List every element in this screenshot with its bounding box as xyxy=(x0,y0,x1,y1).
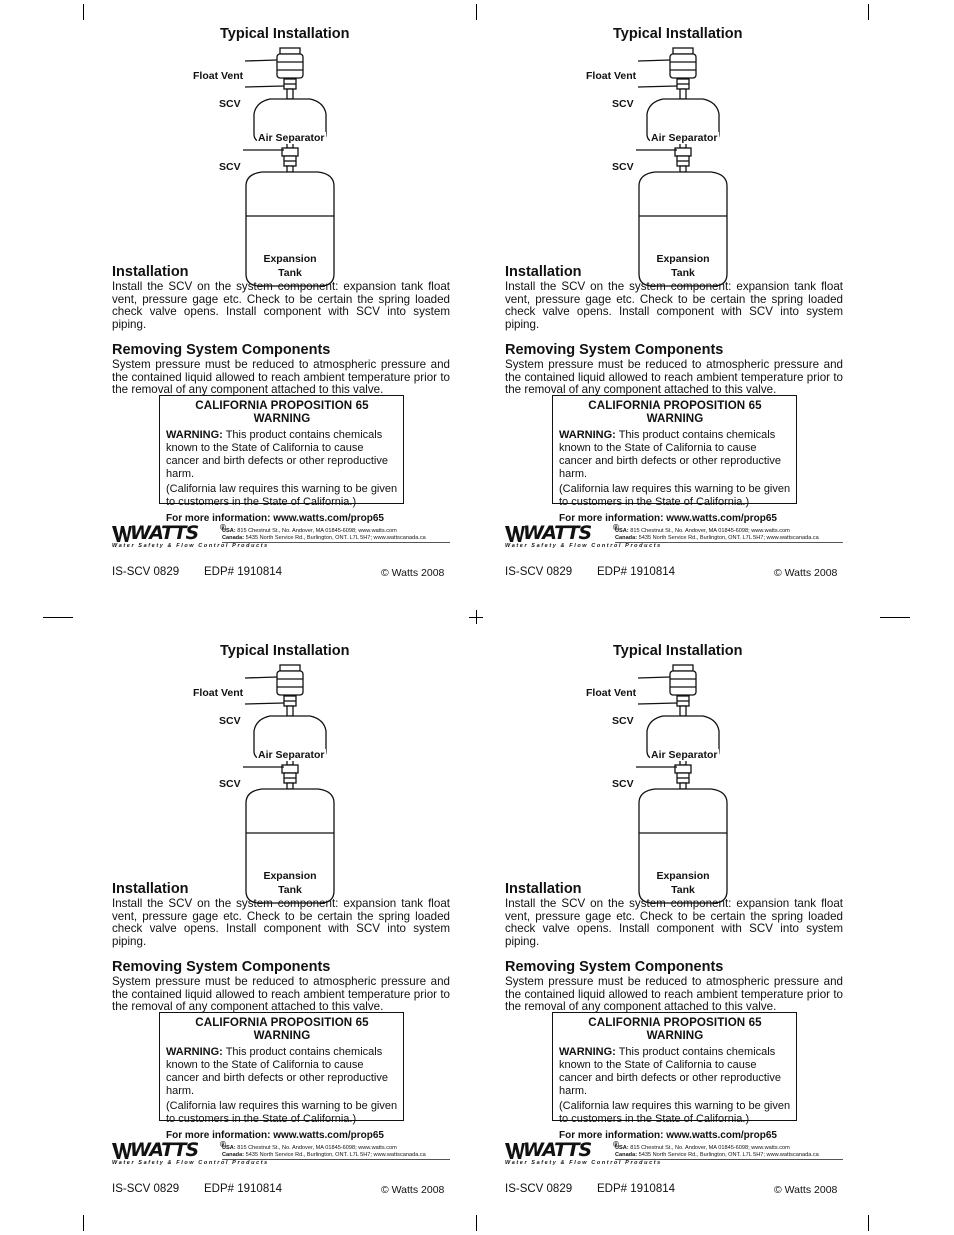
logo-mark-icon xyxy=(112,524,132,544)
float-vent-label: Float Vent xyxy=(193,70,244,82)
air-separator-label: Air Separator xyxy=(651,749,718,761)
warning-lead: WARNING: xyxy=(559,429,616,441)
scv-bottom-label: SCV xyxy=(219,161,241,173)
warning-lead: WARNING: xyxy=(166,429,223,441)
doc-number: IS-SCV 0829 xyxy=(112,566,180,578)
doc-number: IS-SCV 0829 xyxy=(505,1183,573,1195)
warning-body xyxy=(559,1046,791,1098)
removing-text: System pressure must be reduced to atmospheric pressure and the contained liquid allowed to reach ambient temperature prior to the removal of any component attached to this valve. xyxy=(112,358,450,397)
copyright: © Watts 2008 xyxy=(381,567,445,579)
air-separator-label: Air Separator xyxy=(258,749,325,761)
scv-top-label: SCV xyxy=(219,98,241,110)
expansion-tank-label xyxy=(248,869,332,897)
logo-wordmark: WATTS xyxy=(523,522,592,544)
tank-word: Tank xyxy=(671,267,695,279)
address-usa xyxy=(222,528,397,535)
warning-body xyxy=(559,429,791,481)
expansion-word: Expansion xyxy=(656,870,710,882)
canada-label: Canada: xyxy=(615,1152,638,1158)
logo-registered: ® xyxy=(220,1140,226,1149)
scv-top-label: SCV xyxy=(612,98,634,110)
address-usa xyxy=(615,1145,790,1152)
address-usa xyxy=(222,1145,397,1152)
usa-label: USA: xyxy=(615,528,629,534)
float-vent-label: Float Vent xyxy=(586,687,637,699)
crop-mark xyxy=(476,1215,477,1231)
address-canada xyxy=(615,535,819,542)
logo-tagline: Water Safety & Flow Control Products xyxy=(505,1160,662,1166)
prop65-warning-box xyxy=(159,395,404,524)
warning-text: This product contains chemicals known to the State of California to cause cancer and birth defects or other reproductive harm. xyxy=(166,429,388,480)
scv-bottom-label: SCV xyxy=(219,778,241,790)
warning-title: CALIFORNIA PROPOSITION 65 WARNING xyxy=(588,1016,762,1042)
address-canada xyxy=(222,1152,426,1159)
watts-logo xyxy=(505,1140,617,1160)
logo-registered: ® xyxy=(613,1140,619,1149)
address-usa xyxy=(615,528,790,535)
copyright: © Watts 2008 xyxy=(381,1184,445,1196)
crop-mark xyxy=(83,1215,84,1231)
logo-tagline: Water Safety & Flow Control Products xyxy=(112,1160,269,1166)
logo-tagline: Water Safety & Flow Control Products xyxy=(505,543,662,549)
footer-rule xyxy=(615,1159,843,1160)
warning-note: (California law requires this warning to be given to customers in the State of California.) xyxy=(166,1100,398,1125)
warning-title: CALIFORNIA PROPOSITION 65 WARNING xyxy=(195,1016,369,1042)
panel-title: Typical Installation xyxy=(613,643,743,659)
instruction-panel xyxy=(112,635,452,1225)
canada-address: 5435 North Service Rd., Burlington, ONT. L7L 5H7; www.wattscanada.ca xyxy=(245,1152,426,1158)
logo-mark-icon xyxy=(112,1141,132,1161)
removing-text: System pressure must be reduced to atmospheric pressure and the contained liquid allowed to reach ambient temperature prior to the removal of any component attached to this valve. xyxy=(505,975,843,1014)
canada-label: Canada: xyxy=(222,1152,245,1158)
removing-heading: Removing System Components xyxy=(112,959,331,975)
warning-note: (California law requires this warning to be given to customers in the State of California.) xyxy=(559,483,791,508)
canada-label: Canada: xyxy=(615,535,638,541)
instruction-panel xyxy=(505,18,845,608)
removing-heading: Removing System Components xyxy=(112,342,331,358)
warning-more-info: For more information: www.watts.com/prop65 xyxy=(166,1130,384,1141)
crop-mark xyxy=(83,4,84,20)
usa-address: 815 Chestnut St., No. Andover, MA 01845-6098; www.watts.com xyxy=(237,1145,397,1151)
installation-text: Install the SCV on the system component: expansion tank float vent, pressure gage etc. Check to be certain the spring loaded check valve opens. Install component with SCV into system piping. xyxy=(505,280,843,331)
warning-note: (California law requires this warning to be given to customers in the State of California.) xyxy=(166,483,398,508)
address-canada xyxy=(222,535,426,542)
canada-address: 5435 North Service Rd., Burlington, ONT. L7L 5H7; www.wattscanada.ca xyxy=(638,535,819,541)
logo-tagline: Water Safety & Flow Control Products xyxy=(112,543,269,549)
panel-title: Typical Installation xyxy=(220,26,350,42)
copyright: © Watts 2008 xyxy=(774,567,838,579)
address-canada xyxy=(615,1152,819,1159)
scv-top-label: SCV xyxy=(219,715,241,727)
usa-label: USA: xyxy=(222,528,236,534)
warning-body xyxy=(166,429,398,481)
logo-wordmark: WATTS xyxy=(523,1139,592,1161)
logo-wordmark: WATTS xyxy=(130,522,199,544)
logo-wordmark: WATTS xyxy=(130,1139,199,1161)
installation-text: Install the SCV on the system component: expansion tank float vent, pressure gage etc. Check to be certain the spring loaded check valve opens. Install component with SCV into system piping. xyxy=(112,280,450,331)
canada-address: 5435 North Service Rd., Burlington, ONT. L7L 5H7; www.wattscanada.ca xyxy=(638,1152,819,1158)
installation-diagram xyxy=(112,46,452,291)
usa-address: 815 Chestnut St., No. Andover, MA 01845-6098; www.watts.com xyxy=(630,528,790,534)
expansion-word: Expansion xyxy=(263,253,317,265)
doc-number: IS-SCV 0829 xyxy=(112,1183,180,1195)
warning-lead: WARNING: xyxy=(559,1046,616,1058)
warning-more-info: For more information: www.watts.com/prop65 xyxy=(166,513,384,524)
removing-text: System pressure must be reduced to atmospheric pressure and the contained liquid allowed to reach ambient temperature prior to the removal of any component attached to this valve. xyxy=(505,358,843,397)
expansion-word: Expansion xyxy=(656,253,710,265)
crop-mark xyxy=(880,617,910,618)
air-separator-label: Air Separator xyxy=(651,132,718,144)
prop65-warning-box xyxy=(552,395,797,524)
canada-address: 5435 North Service Rd., Burlington, ONT. L7L 5H7; www.wattscanada.ca xyxy=(245,535,426,541)
air-separator-label: Air Separator xyxy=(258,132,325,144)
logo-registered: ® xyxy=(220,523,226,532)
footer-rule xyxy=(222,542,450,543)
installation-heading: Installation xyxy=(505,881,582,897)
logo-mark-icon xyxy=(505,1141,525,1161)
scv-top-label: SCV xyxy=(612,715,634,727)
usa-address: 815 Chestnut St., No. Andover, MA 01845-6098; www.watts.com xyxy=(630,1145,790,1151)
copyright: © Watts 2008 xyxy=(774,1184,838,1196)
warning-body xyxy=(166,1046,398,1098)
crop-mark xyxy=(868,4,869,20)
footer-rule xyxy=(222,1159,450,1160)
edp-number: EDP# 1910814 xyxy=(204,566,283,578)
installation-diagram xyxy=(505,46,845,291)
installation-heading: Installation xyxy=(112,264,189,280)
doc-number: IS-SCV 0829 xyxy=(505,566,573,578)
tank-word: Tank xyxy=(278,267,302,279)
crop-mark xyxy=(476,4,477,20)
removing-text: System pressure must be reduced to atmospheric pressure and the contained liquid allowed to reach ambient temperature prior to the removal of any component attached to this valve. xyxy=(112,975,450,1014)
scv-bottom-label: SCV xyxy=(612,161,634,173)
warning-more-info: For more information: www.watts.com/prop65 xyxy=(559,1130,777,1141)
removing-heading: Removing System Components xyxy=(505,342,724,358)
watts-logo xyxy=(112,1140,224,1160)
installation-text: Install the SCV on the system component: expansion tank float vent, pressure gage etc. Check to be certain the spring loaded check valve opens. Install component with SCV into system piping. xyxy=(505,897,843,948)
warning-text: This product contains chemicals known to the State of California to cause cancer and birth defects or other reproductive harm. xyxy=(559,1046,781,1097)
prop65-warning-box xyxy=(552,1012,797,1141)
removing-heading: Removing System Components xyxy=(505,959,724,975)
warning-note: (California law requires this warning to be given to customers in the State of California.) xyxy=(559,1100,791,1125)
float-vent-label: Float Vent xyxy=(193,687,244,699)
warning-lead: WARNING: xyxy=(166,1046,223,1058)
usa-label: USA: xyxy=(615,1145,629,1151)
edp-number: EDP# 1910814 xyxy=(597,566,676,578)
expansion-word: Expansion xyxy=(263,870,317,882)
logo-mark-icon xyxy=(505,524,525,544)
logo-registered: ® xyxy=(613,523,619,532)
installation-text: Install the SCV on the system component: expansion tank float vent, pressure gage etc. Check to be certain the spring loaded check valve opens. Install component with SCV into system piping. xyxy=(112,897,450,948)
warning-title: CALIFORNIA PROPOSITION 65 WARNING xyxy=(195,399,369,425)
crop-mark xyxy=(43,617,73,618)
warning-title: CALIFORNIA PROPOSITION 65 WARNING xyxy=(588,399,762,425)
installation-diagram xyxy=(112,663,452,908)
expansion-tank-label xyxy=(641,252,725,280)
float-vent-label: Float Vent xyxy=(586,70,637,82)
tank-word: Tank xyxy=(671,884,695,896)
instruction-panel xyxy=(505,635,845,1225)
warning-text: This product contains chemicals known to the State of California to cause cancer and birth defects or other reproductive harm. xyxy=(559,429,781,480)
registration-mark xyxy=(476,610,477,624)
usa-label: USA: xyxy=(222,1145,236,1151)
panel-title: Typical Installation xyxy=(613,26,743,42)
watts-logo xyxy=(505,523,617,543)
warning-text: This product contains chemicals known to the State of California to cause cancer and birth defects or other reproductive harm. xyxy=(166,1046,388,1097)
expansion-tank-label xyxy=(641,869,725,897)
edp-number: EDP# 1910814 xyxy=(204,1183,283,1195)
scv-bottom-label: SCV xyxy=(612,778,634,790)
installation-heading: Installation xyxy=(505,264,582,280)
canada-label: Canada: xyxy=(222,535,245,541)
usa-address: 815 Chestnut St., No. Andover, MA 01845-6098; www.watts.com xyxy=(237,528,397,534)
crop-mark xyxy=(868,1215,869,1231)
instruction-panel xyxy=(112,18,452,608)
edp-number: EDP# 1910814 xyxy=(597,1183,676,1195)
footer-rule xyxy=(615,542,843,543)
tank-word: Tank xyxy=(278,884,302,896)
installation-heading: Installation xyxy=(112,881,189,897)
expansion-tank-label xyxy=(248,252,332,280)
panel-title: Typical Installation xyxy=(220,643,350,659)
warning-more-info: For more information: www.watts.com/prop65 xyxy=(559,513,777,524)
installation-diagram xyxy=(505,663,845,908)
watts-logo xyxy=(112,523,224,543)
prop65-warning-box xyxy=(159,1012,404,1141)
